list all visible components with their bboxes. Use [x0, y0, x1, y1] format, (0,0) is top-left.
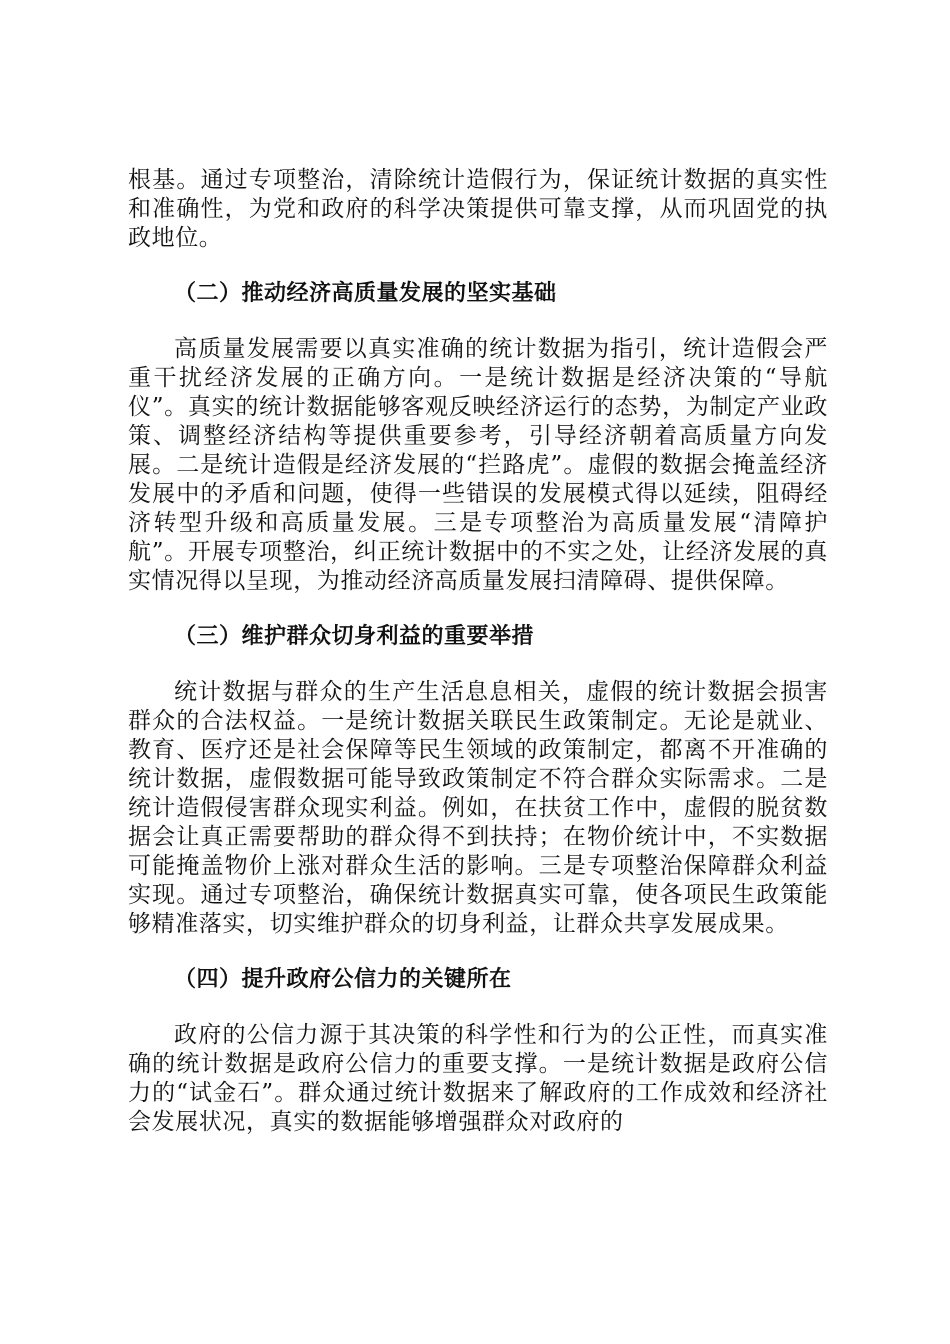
section-body-3: 统计数据与群众的生产生活息息相关，虚假的统计数据会损害群众的合法权益。一是统计数据关联民生政策制定。无论是就业、教育、医疗还是社会保障等民生领域的政策制定，都离不开准确的统计数据，虚假数据可能导致政策制定不符合群众实际需求。二是统计造假侵害群众现实利益。例如，在扶贫工作中，虚假的脱贫数据会让真正需要帮助的群众得不到扶持；在物价统计中，不实数据可能掩盖物价上涨对群众生活的影响。三是专项整治保障群众利益实现。通过专项整治，确保统计数据真实可靠，使各项民生政策能够精准落实，切实维护群众的切身利益，让群众共享发展成果。 [128, 679, 828, 937]
section-body-2: 高质量发展需要以真实准确的统计数据为指引，统计造假会严重干扰经济发展的正确方向。一是统计数据是经济决策的“导航仪”。真实的统计数据能够客观反映经济运行的态势，为制定产业政策、调整经济结构等提供重要参考，引导经济朝着高质量方向发展。二是统计造假是经济发展的“拦路虎”。虚假的数据会掩盖经济发展中的矛盾和问题，使得一些错误的发展模式得以延续，阻碍经济转型升级和高质量发展。三是专项整治为高质量发展“清障护航”。开展专项整治，纠正统计数据中的不实之处，让经济发展的真实情况得以呈现，为推动经济高质量发展扫清障碍、提供保障。 [128, 336, 828, 594]
section-heading-4: （四）提升政府公信力的关键所在 [174, 967, 512, 992]
paragraph-intro-continued: 根基。通过专项整治，清除统计造假行为，保证统计数据的真实性和准确性，为党和政府的科学决策提供可靠支撑，从而巩固党的执政地位。 [128, 167, 828, 251]
section-heading-2: （二）推动经济高质量发展的坚实基础 [174, 281, 557, 306]
section-heading-3: （三）维护群众切身利益的重要举措 [174, 624, 535, 649]
document-page [128, 166, 828, 1137]
section-body-4: 政府的公信力源于其决策的科学性和行为的公正性，而真实准确的统计数据是政府公信力的重要支撑。一是统计数据是政府公信力的“试金石”。群众通过统计数据来了解政府的工作成效和经济社会发展状况，真实的数据能够增强群众对政府的 [128, 1022, 828, 1135]
